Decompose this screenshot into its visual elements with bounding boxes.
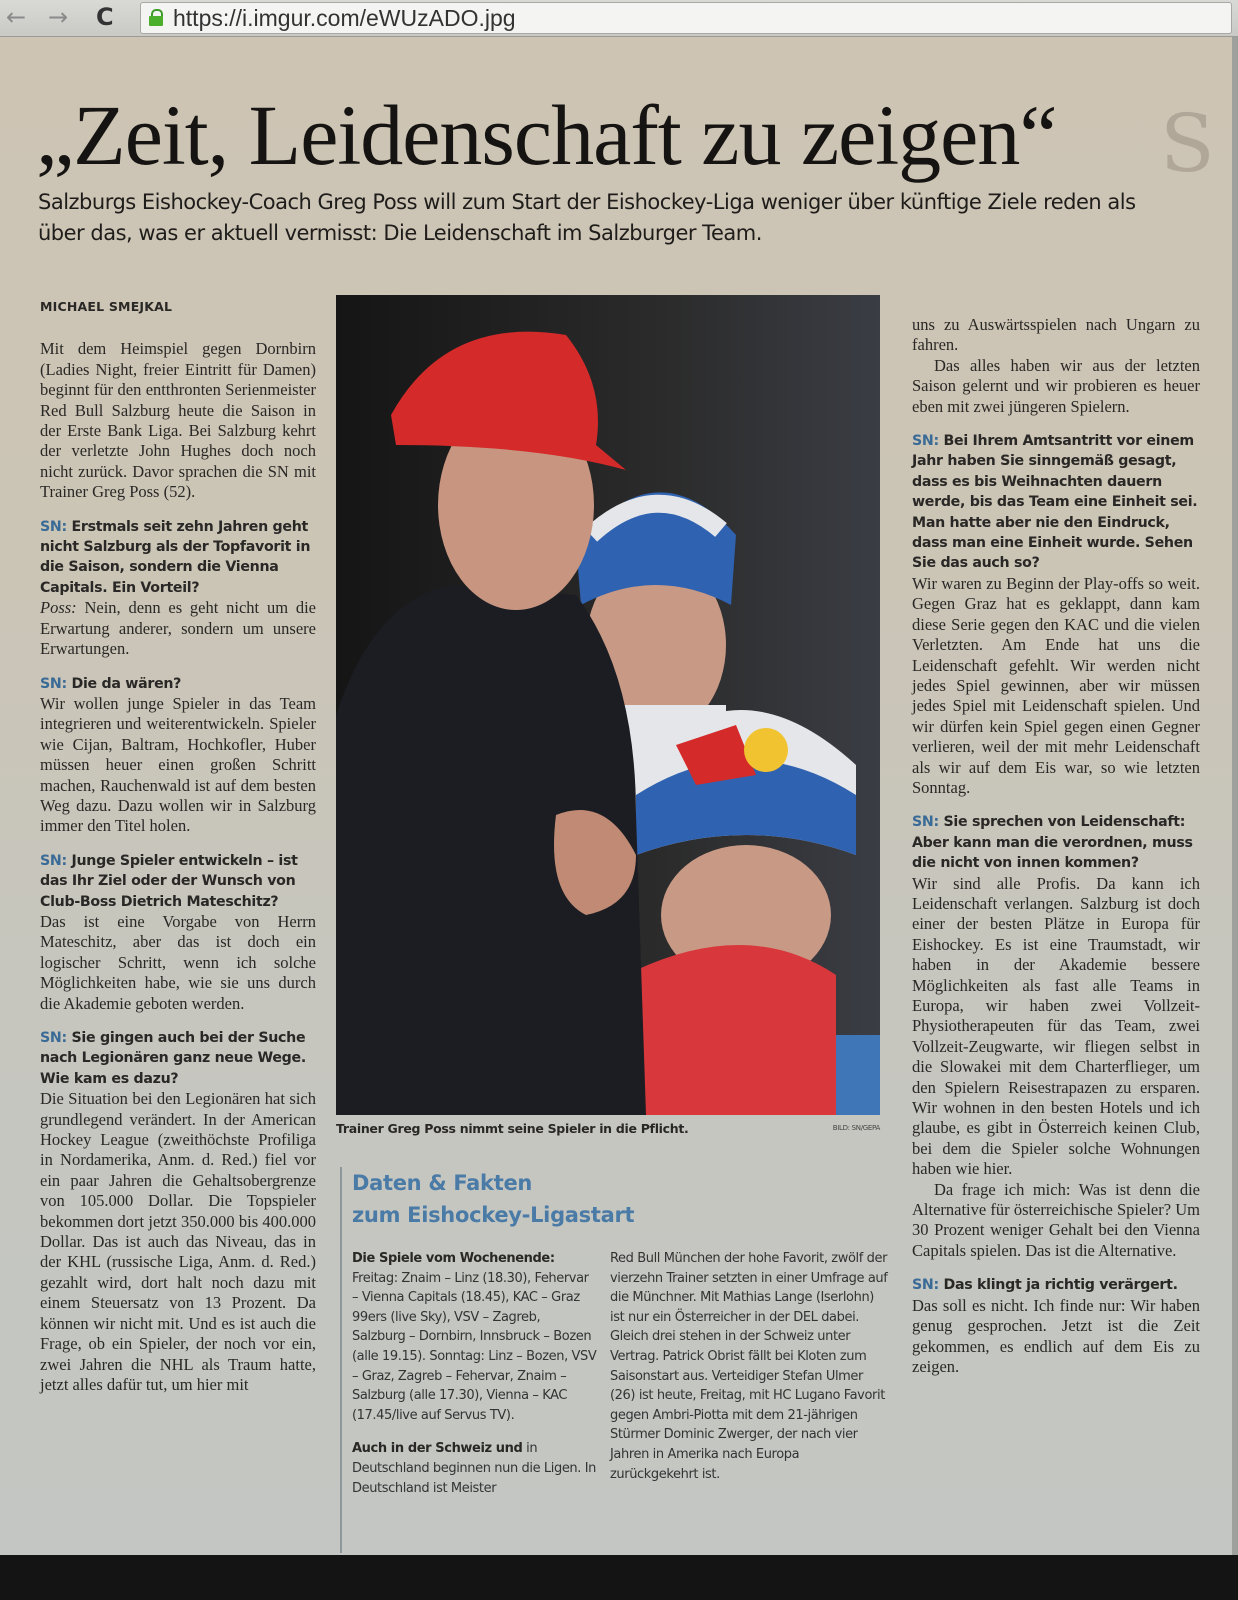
continued-answer: uns zu Auswärtsspielen nach Ungarn zu fahren.	[912, 315, 1200, 355]
arrow-left-icon[interactable]: ←	[6, 3, 27, 31]
continued-paragraph: Das alles haben wir aus der letzten Saison gelernt und wir probieren es heuer eben mit zwei jüngeren Spielern.	[912, 355, 1200, 416]
weekend-heading: Die Spiele vom Wochenende:	[352, 1251, 555, 1266]
answer-2: Wir wollen junge Spieler in das Team integrieren und weiterentwickeln. Spieler wie Cijan, Baltram, Hochkofler, Huber müssen heuer einen großen Schritt machen, Rauchenwald ist auf dem besten Weg dazu. Dazu wollen wir in Salzburg immer den Titel holen.	[40, 693, 316, 836]
question-text: Sie gingen auch bei der Suche nach Legionären ganz neue Wege. Wie kam es dazu?	[40, 1030, 306, 1087]
page-edge	[1232, 37, 1238, 1555]
question-text: Das klingt ja richtig verärgert.	[943, 1277, 1178, 1294]
facts-title	[352, 1167, 634, 1231]
facts-column-1	[352, 1249, 597, 1498]
url-text[interactable]: https://i.imgur.com/eWUzADO.jpg	[173, 5, 516, 31]
question-5	[912, 431, 1200, 574]
answer-5: Wir waren zu Beginn der Play-offs so weit. Gegen Graz hat es geklappt, dann kam diese Serie gegen den KAC und die vielen Verletzten. Am Ende hat uns die Leidenschaft gefehlt. Wir werden nicht jedes Spiel gewinnen, aber wir müssen jedes Spiel mit Leidenschaft spielen. Und wir dürfen kein Spiel gegen einen Gegner verlieren, weil der mit mehr Leidenschaft als wir auf dem Eis war, so wie letzten Sonntag.	[912, 573, 1200, 797]
question-text: Die da wären?	[71, 675, 182, 692]
photo-caption	[336, 1121, 880, 1136]
sn-label: SN:	[912, 433, 939, 450]
question-7	[912, 1275, 1200, 1295]
answer-3: Das ist eine Vorgabe von Herrn Mateschitz, aber das ist doch ein logischer Schritt, wenn ich solche Möglichkeiten habe, wie sie uns durch die Akademie geboten werden.	[40, 911, 316, 1013]
desk-background	[0, 1555, 1238, 1600]
headline: „Zeit, Leidenschaft zu zeigen“	[36, 87, 1057, 183]
sn-label: SN:	[40, 852, 67, 869]
byline: MICHAEL SMEJKAL	[40, 299, 173, 314]
question-text: Bei Ihrem Amtsantritt vor einem Jahr haben Sie sinngemäß gesagt, dass es bis Weihnachten dauern werde, bis das Team eine Einheit sei. Man hatte aber nie den Eindruck, dass man eine Einheit wurde. Sehen Sie das auch so?	[912, 433, 1198, 572]
answer-text: Nein, denn es geht nicht um die Erwartung anderer, sondern um unsere Erwartungen.	[40, 598, 316, 659]
coach-and-players-image	[336, 295, 880, 1115]
poss-label: Poss:	[40, 598, 77, 618]
arrow-right-icon[interactable]: →	[48, 3, 69, 31]
question-text: Sie sprechen von Leidenschaft: Aber kann man die verordnen, muss die nicht von innen kommen?	[912, 814, 1193, 872]
facts-title-line-1: Daten & Fakten	[352, 1171, 533, 1195]
bleed-through-mark: S	[1160, 97, 1215, 190]
subheadline: Salzburgs Eishockey-Coach Greg Poss will zum Start der Eishockey-Liga weniger über künftige Ziele reden als über das, was er aktuell vermisst: Die Leidenschaft im Salzburger Team.	[38, 190, 1136, 245]
article-column-4	[912, 315, 1200, 1377]
intro-paragraph: Mit dem Heimspiel gegen Dornbirn (Ladies Night, freier Eintritt für Damen) beginnt für den entthronten Serienmeister Red Bull Salzburg heute die Saison in der Erste Bank Liga. Bei Salzburg kehrt der verletzte John Hughes doch noch nicht zurück. Davor sprachen die SN mit Trainer Greg Poss (52).	[40, 339, 316, 502]
browser-toolbar	[0, 0, 1238, 37]
sn-label: SN:	[40, 675, 67, 692]
sn-label: SN:	[40, 518, 67, 535]
facts-title-line-2: zum Eishockey-Ligastart	[352, 1203, 635, 1227]
abroad-continued: Red Bull München der hohe Favorit, zwölf der vierzehn Trainer setzten in einer Umfrage auf die Münchner. Mit Mathias Lange (Iserlohn) ist nur ein Österreicher in der DEL dabei. Gleich drei stehen in der Schweiz unter Vertrag. Patrick Obrist fällt bei Kloten zum Saisonstart aus. Verteidiger Stefan Ulmer (26) ist heute, Freitag, mit HC Lugano Favorit gegen Ambri-Piotta mit dem 21-jährigen Stürmer Dominic Zwerger, der nach vier Jahren in Amerika nach Europa zurückgekehrt ist.	[610, 1251, 888, 1482]
abroad-lead: Auch in der Schweiz und	[352, 1441, 523, 1457]
newspaper-page	[0, 37, 1232, 1555]
abroad-text: in Deutschland beginnen nun die Ligen. In Deutschland ist Meister	[352, 1441, 596, 1496]
question-6	[912, 812, 1200, 873]
sn-label: SN:	[912, 814, 939, 831]
question-1	[40, 517, 316, 599]
reload-icon[interactable]: C	[96, 3, 114, 31]
photo-credit: BILD: SN/GEPA	[832, 1124, 880, 1132]
answer-1	[40, 598, 316, 659]
question-4	[40, 1028, 316, 1089]
caption-text: Trainer Greg Poss nimmt seine Spieler in die Pflicht.	[336, 1121, 689, 1136]
article-photo	[336, 295, 880, 1115]
question-text: Erstmals seit zehn Jahren geht nicht Salzburg als der Topfavorit in die Saison, sondern die Vienna Capitals. Ein Vorteil?	[40, 518, 311, 596]
article-column-1	[40, 297, 316, 1395]
answer-6: Wir sind alle Profis. Da kann ich Leidenschaft verlangen. Salzburg ist doch einer der besten Plätze in Europa für Eishockey. Es ist eine Traumstadt, wir haben in der Akademie bessere Möglichkeiten als fast alle Teams in Europa, wir haben zwei Vollzeit-Physiotherapeuten für das Team, zwei Vollzeit-Zeugwarte, wir fliegen selbst in die Slowakei mit dem Charterflieger, um den Spielern Reisestrapazen zu ersparen. Wir wohnen in den besten Hotels und ich glaube, es gibt in Österreich keinen Club, bei dem die Spieler solche Wohnungen haben wie hier.	[912, 873, 1200, 1179]
facts-column-2	[610, 1249, 888, 1484]
abroad-paragraph	[352, 1439, 597, 1498]
facts-box	[340, 1167, 890, 1553]
question-3	[40, 851, 316, 912]
question-2	[40, 674, 316, 694]
sn-label: SN:	[912, 1277, 939, 1294]
address-bar[interactable]	[140, 2, 1232, 34]
answer-7: Das soll es nicht. Ich finde nur: Wir haben genug gesprochen. Jetzt ist die Zeit gekommen, es endlich auf dem Eis zu zeigen.	[912, 1295, 1200, 1376]
question-text: Junge Spieler entwickeln – ist das Ihr Ziel oder der Wunsch von Club-Boss Dietrich Mateschitz?	[40, 852, 298, 910]
answer-6-continued: Da frage ich mich: Was ist denn die Alternative für österreichische Spieler? Um 30 Prozent weniger Gehalt bei den Vienna Capitals spielen. Das ist die Alternative.	[912, 1179, 1200, 1260]
answer-4: Die Situation bei den Legionären hat sich grundlegend verändert. In der American Hockey League (zweithöchste Profiliga in Nordamerika, Anm. d. Red.) fiel vor ein paar Jahren die Gehaltsobergrenze von 105.000 Dollar. Die Topspieler bekommen dort jetzt 350.000 bis 400.000 Dollar. Das ist auch das Niveau, das in der KHL (russische Liga, Anm. d. Red.) gezahlt wird, dort halt noch dazu mit einem Steuersatz von 13 Prozent. Da können wir nicht mit. Und es ist auch die Frage, ob ein Spieler, der noch vor ein, zwei Jahren die NHL als Traum hatte, jetzt alles dafür tut, um hier mit	[40, 1089, 316, 1394]
sn-label: SN:	[40, 1030, 67, 1046]
lock-icon	[149, 9, 163, 25]
weekend-schedule: Freitag: Znaim – Linz (18.30), Fehervar – Vienna Capitals (18.45), KAC – Graz 99ers (live Sky), VSV – Zagreb, Salzburg – Dornbirn, Innsbruck – Bozen (alle 19.15). Sonntag: Linz – Bozen, VSV – Graz, Zagreb – Fehervar, Znaim – Salzburg (alle 17.30), Vienna – KAC (17.45/live auf Servus TV).	[352, 1270, 597, 1423]
